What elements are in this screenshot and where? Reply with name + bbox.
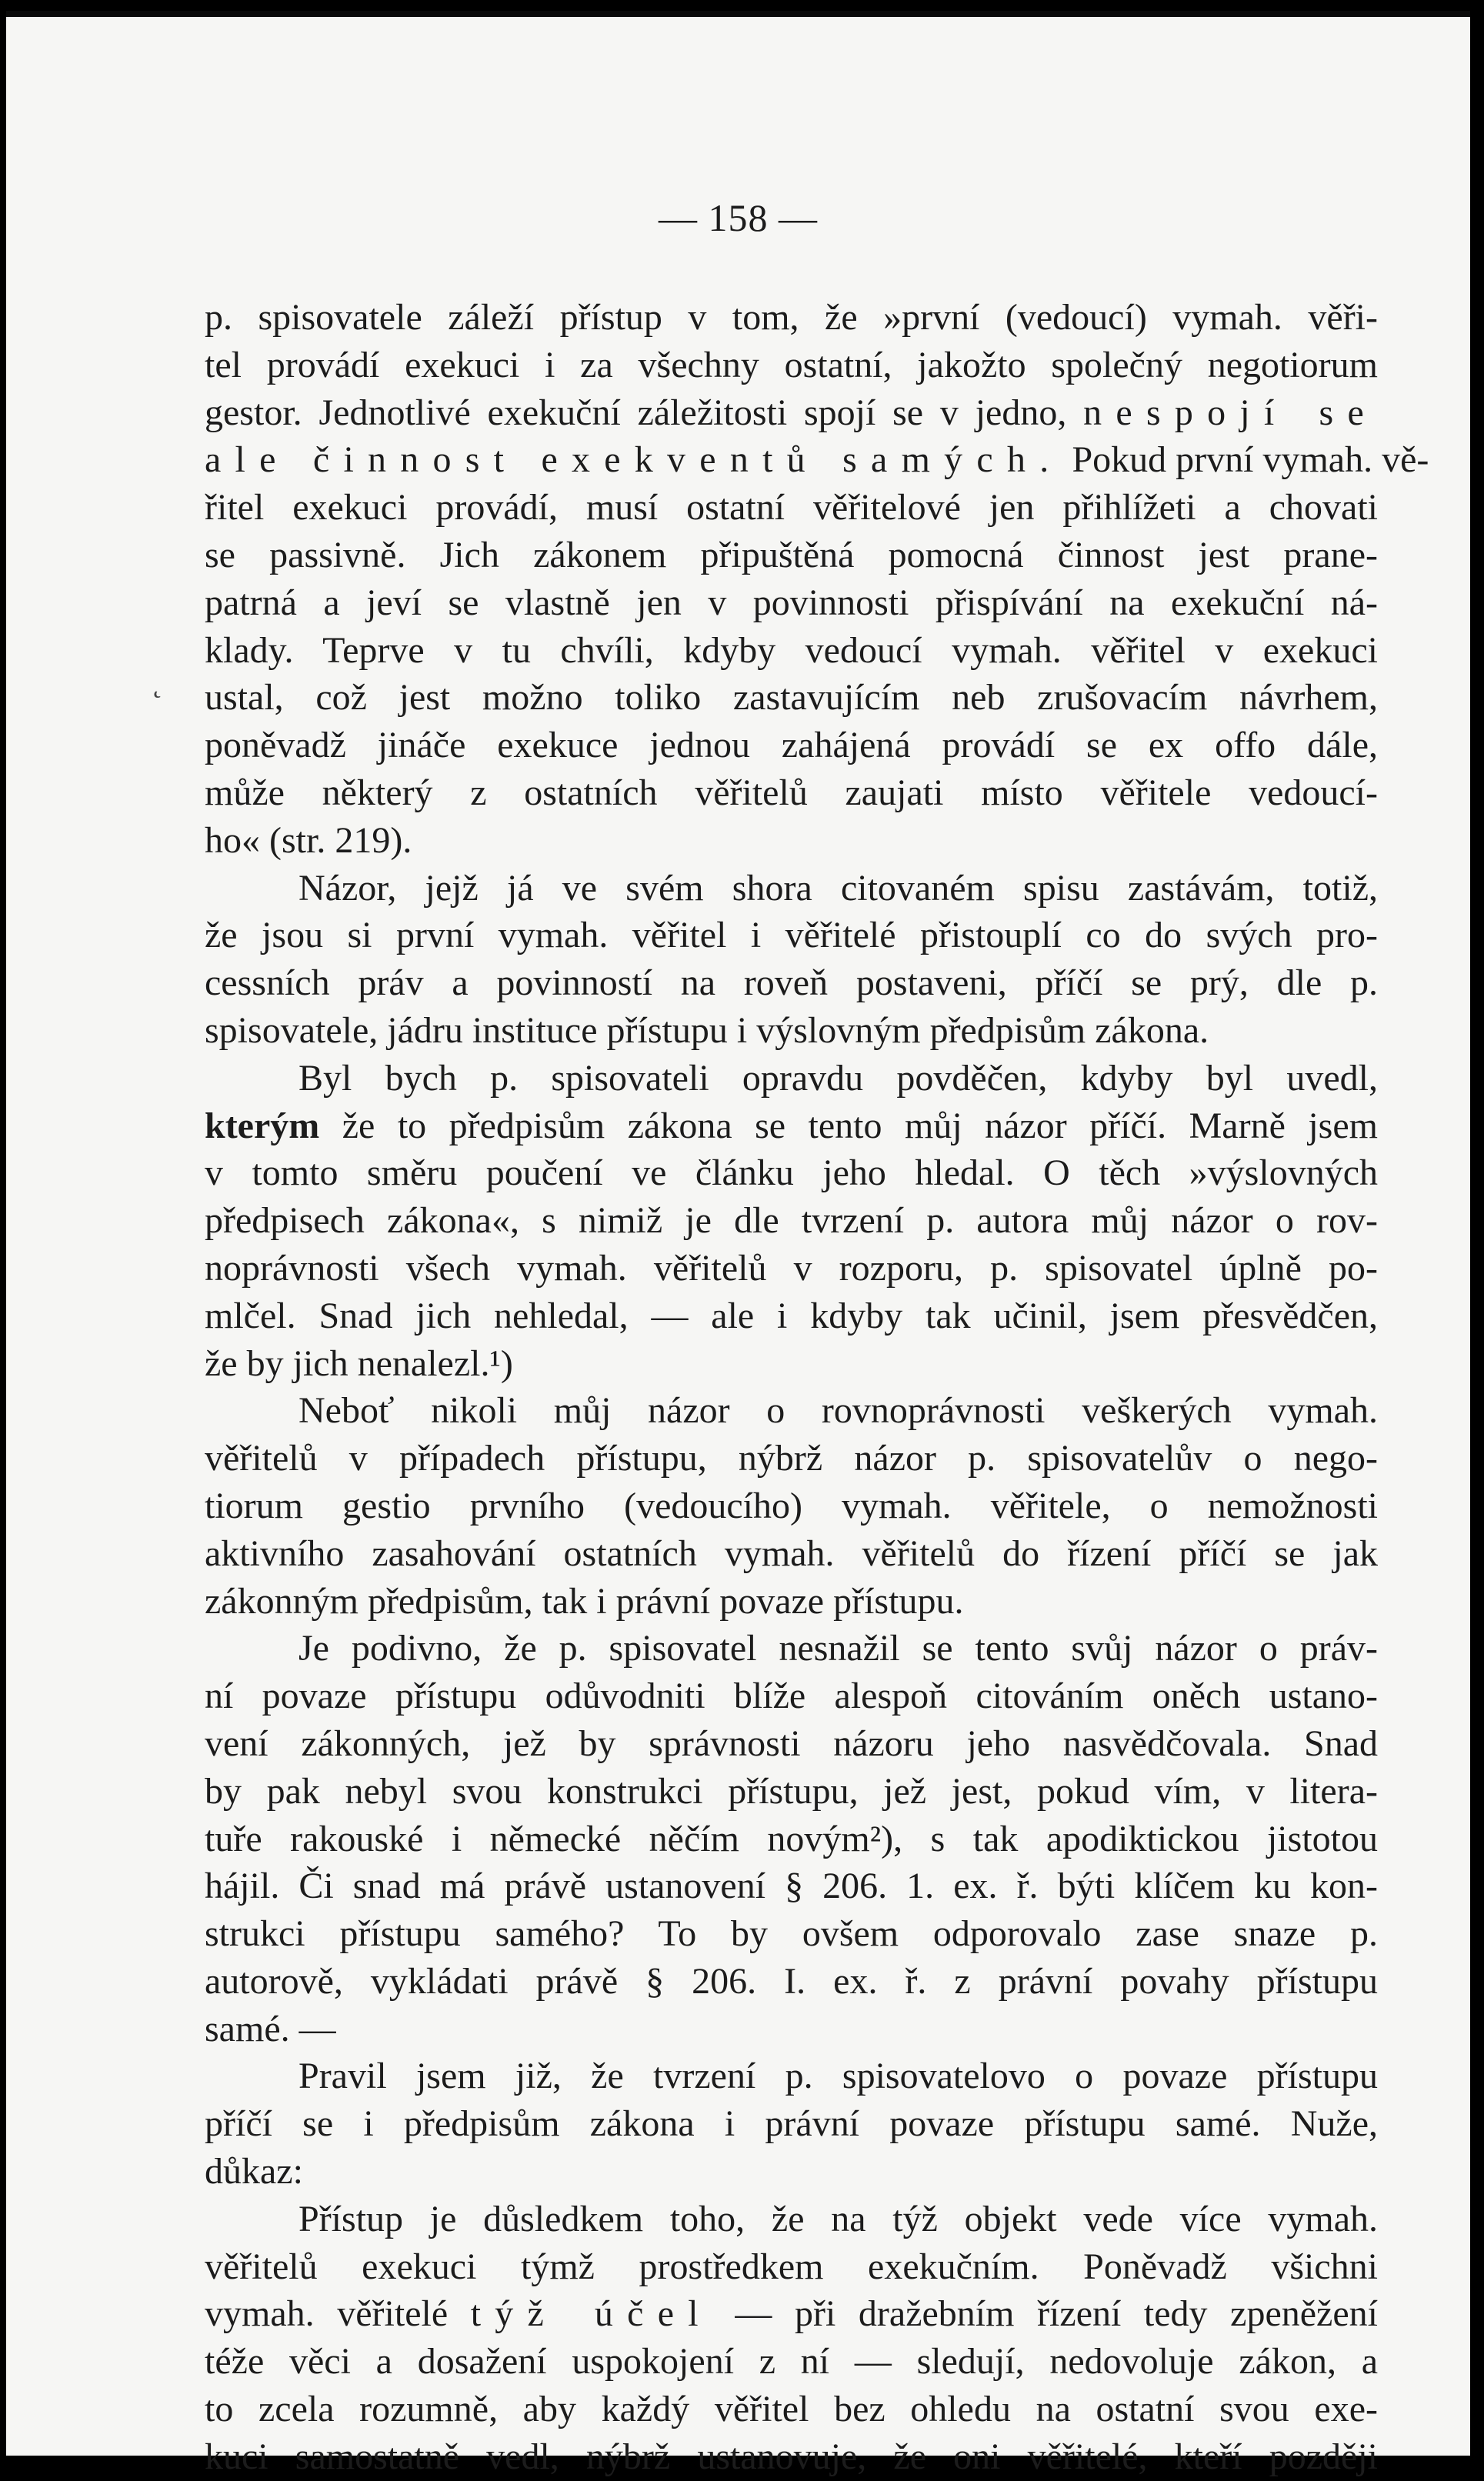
text-line: zákonným předpisům, tak i právní povaze přístupu. [205,1580,964,1622]
text-line: vení zákonných, jež by správnosti názoru jeho nasvědčovala. Snad [205,1722,1378,1764]
text-line: v tomto směru poučení ve článku jeho hledal. O těch »výslovných [205,1152,1378,1194]
text-line: vymah. věřitelé týž účel — při dražebním řízení tedy zpeněžení [205,2293,1379,2335]
text-line: aktivního zasahování ostatních vymah. věřitelů do řízení příčí se jak [205,1532,1378,1574]
text-line: může některý z ostatních věřitelů zaujati místo věřitele vedoucí- [205,772,1378,813]
paragraph-4 [205,1387,1378,1625]
paragraph-6 [205,2052,1378,2195]
text-line: téže věci a dosažení uspokojení z ní — sledují, nedovoluje zákon, a [205,2341,1378,2383]
text-line: by pak nebyl svou konstrukci přístupu, jež jest, pokud vím, v litera- [205,1770,1378,1812]
text-line: poněvadž jináče exekuce jednou zahájená provádí se ex offo dále, [205,725,1378,766]
text-line: věřitelů v případech přístupu, nýbrž názor p. spisovatelův o nego- [205,1438,1378,1479]
text-line: samé. — [205,2008,336,2049]
text-line: tuře rakouské i německé něčím novým²), s tak apodiktickou jistotou [205,1818,1378,1859]
paragraph-5 [205,1625,1378,2052]
page-number: — 158 — [659,196,818,239]
text-line: patrná a jeví se vlastně jen v povinnosti přispívání na exekuční ná- [205,582,1378,623]
text-line: ale činnost exekventů samých. Pokud první vymah. vě- [205,439,1429,481]
text-line: se passivně. Jich zákonem připuštěná pomocná činnost jest prane- [205,534,1378,575]
spaced-emphasis: ale činnost exekventů samých. [205,439,1063,481]
text-line: Pravil jsem již, že tvrzení p. spisovatelovo o povaze přístupu [298,2056,1378,2097]
text-line: že by jich nenalezl.¹) [205,1342,513,1384]
text-line: autorově, vykládati právě § 206. I. ex. ř. z právní povahy přístupu [205,1960,1378,2002]
text-line: kuci samostatně vedl, nýbrž ustanovuje, že oni věřitelé, kteří později [205,2436,1378,2477]
text-line: p. spisovatele záleží přístup v tom, že »první (vedoucí) vymah. věři- [205,297,1378,338]
text-line: spisovatele, jádru instituce přístupu i výslovným předpisům zákona. [205,1009,1209,1051]
text-line: Byl bych p. spisovateli opravdu povděčen, kdyby byl uvedl, [298,1057,1378,1099]
text-line: řitel exekuci provádí, musí ostatní věřitelové jen přihlížeti a chovati [205,487,1378,529]
text-line: Přístup je důsledkem toho, že na týž objekt vede více vymah. [298,2198,1378,2239]
text-line: ustal, což jest možno toliko zastavujícím neb zrušovacím návrhem, [205,677,1378,719]
scanned-page [6,11,1470,2477]
text-line: Je podivno, že p. spisovatel nesnažil se tento svůj názor o práv- [298,1628,1378,1669]
text-line: Neboť nikoli můj názor o rovnoprávnosti veškerých vymah. [298,1390,1378,1432]
paragraph-7 [205,2196,1378,2481]
margin-mark: ˛ [152,664,163,699]
text-line: ní povaze přístupu odůvodniti blíže alespoň citováním oněch ustano- [205,1676,1378,1717]
text-line: tiorum gestio prvního (vedoucího) vymah. věřitele, o nemožnosti [205,1485,1378,1526]
text-line: předpisech zákona«, s nimiž je dle tvrzení p. autora můj názor o rov- [205,1200,1378,1242]
paragraph-3 [205,1055,1378,1388]
text-line: gestor. Jednotlivé exekuční záležitosti spojí se v jedno, nespojí se [205,392,1379,433]
spaced-emphasis: nespojí se [1083,392,1379,433]
text-line: tel provádí exekuci i za všechny ostatní, jakožto společný negotiorum [205,344,1378,385]
body-text [205,294,1429,2481]
text-line: noprávnosti všech vymah. věřitelů v rozporu, p. spisovatel úplně po- [205,1247,1378,1289]
text-line: to zcela rozumně, aby každý věřitel bez ohledu na ostatní svou exe- [205,2389,1378,2430]
text-line: mlčel. Snad jich nehledal, — ale i kdyby tak učinil, jsem přesvědčen, [205,1295,1378,1336]
paragraph-1 [205,294,1429,865]
bold-emphasis: kterým [205,1105,320,1146]
spaced-emphasis: týž účel [470,2293,712,2335]
text-line: ho« (str. 219). [205,819,412,861]
text-line: věřitelů exekuci týmž prostředkem exekučním. Poněvadž všichni [205,2246,1378,2287]
text-line: klady. Teprve v tu chvíli, kdyby vedoucí vymah. věřitel v exekuci [205,629,1378,671]
text-line: kterým že to předpisům zákona se tento můj názor příčí. Marně jsem [205,1105,1378,1146]
text-line: Názor, jejž já ve svém shora citovaném spisu zastávám, totiž, [298,867,1378,909]
text-line: že jsou si první vymah. věřitel i věřitelé přistouplí co do svých pro- [205,915,1378,956]
text-line: cessních práv a povinností na roveň postaveni, příčí se prý, dle p. [205,962,1378,1004]
text-line: příčí se i předpisům zákona i právní povaze přístupu samé. Nuže, [205,2103,1378,2145]
text-line: hájil. Či snad má právě ustanovení § 206. 1. ex. ř. býti klíčem ku kon- [205,1866,1378,1907]
text-line: důkaz: [205,2151,303,2193]
paragraph-2 [205,865,1378,1055]
text-line: strukci přístupu samého? To by ovšem odporovalo zase snaze p. [205,1913,1378,1955]
